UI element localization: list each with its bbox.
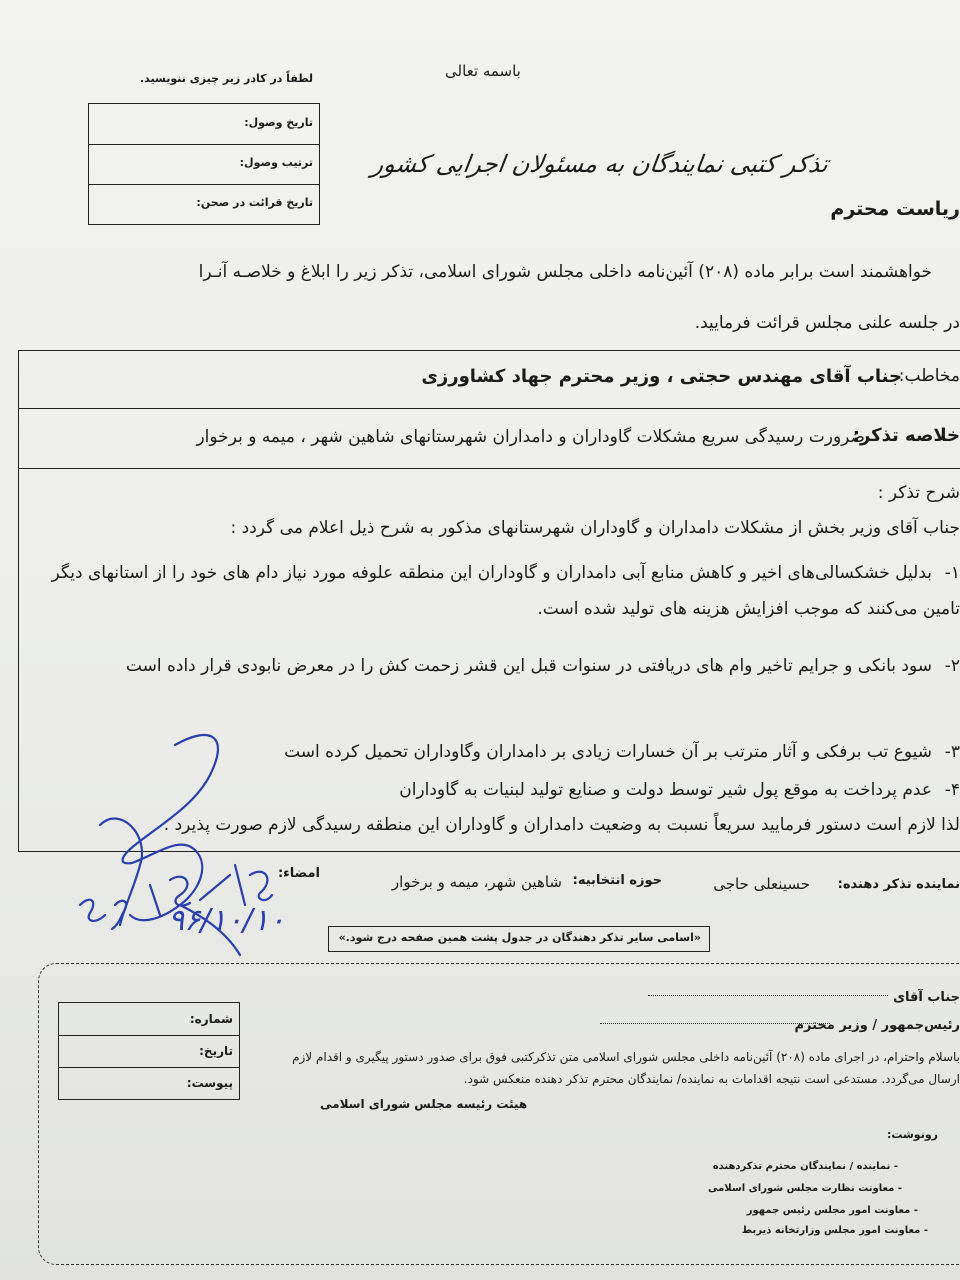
number-date-box — [58, 1002, 240, 1100]
item-text: شیوع تب برفکی و آثار مترتب بر آن خسارات زیادی بر دامداران وگاوداران تحمیل کرده است — [284, 742, 932, 762]
signature-date: ۹۶/۱۰/۱۰ — [168, 903, 285, 938]
addressee-label: مخاطب: — [898, 366, 960, 386]
receipt-box — [88, 103, 320, 225]
signature-stroke — [235, 865, 245, 905]
signature-stroke — [170, 877, 190, 906]
referral-paragraph-2: ارسال می‌گردد. مستدعی است نتیجه اقدامات به نماینده/ نمایندگان محترم تذکر دهنده منعکس شود. — [463, 1072, 960, 1086]
item-number: ۲- — [944, 656, 960, 676]
item-number: ۴- — [944, 780, 960, 800]
bismillah-heading: باسمه تعالی — [445, 62, 521, 80]
item-text: بدلیل خشکسالی‌های اخیر و کاهش منابع آبی دامداران و گاوداران این منطقه علوفه مورد نیاز دام های خود را از استانهای دیگر تامین می‌کنند که موجب افزایش هزینه های تولید شده است. — [51, 563, 960, 619]
summary-label: خلاصه تذکر: — [852, 425, 960, 446]
date-row: تاریخ: — [59, 1035, 239, 1068]
closing-request: لذا لازم است دستور فرمایید سریعاً نسبت به وضعیت دامداران و گاوداران این منطقه رسیدگی لازم صورت پذیرد . — [163, 815, 960, 835]
attachment-row: پیوست: — [186, 1076, 233, 1090]
item-text: عدم پرداخت به موقع پول شیر توسط دولت و صنایع تولید لبنیات به گاوداران — [399, 780, 932, 800]
cc-item: - نماینده / نمایندگان محترم تذکردهنده — [712, 1161, 898, 1172]
item-number: ۱- — [944, 563, 960, 583]
others-note-box — [328, 926, 710, 952]
representative-name: حسینعلی حاجی — [713, 875, 810, 893]
signature-stroke — [100, 819, 142, 925]
intro-line-2: در جلسه علنی مجلس قرائت فرمایید. — [694, 313, 960, 333]
description-intro: جناب آقای وزیر بخش از مشکلات دامداران و گاوداران شهرستانهای مذکور به شرح ذیل اعلام می گردد : — [230, 518, 960, 538]
divider — [18, 408, 960, 409]
district-value: شاهین شهر، میمه و برخوار — [391, 873, 562, 891]
number-row: شماره: — [59, 1003, 239, 1036]
referral-addressee: جناب آقای — [893, 990, 960, 1005]
cc-item: - معاونت نظارت مجلس شورای اسلامی — [708, 1183, 902, 1194]
description-label: شرح تذکر : — [877, 483, 960, 503]
cc-item: - معاونت امور مجلس رئیس جمهور — [746, 1205, 918, 1216]
signature-stroke — [80, 900, 105, 921]
list-item — [30, 555, 960, 627]
signature-stroke — [200, 875, 230, 900]
receipt-order-row: ترتیب وصول: — [89, 144, 319, 185]
item-text: سود بانکی و جرایم تاخیر وام های دریافتی در سنوات قبل این قشر زحمت کش را در معرض نابودی قرار داده است — [125, 656, 932, 676]
referral-president: رئیس‌جمهور / وزیر محترم — [794, 1018, 960, 1033]
representative-label: نماینده تذکر دهنده: — [837, 877, 960, 892]
signature-label: امضاء: — [277, 866, 320, 881]
divider — [18, 468, 960, 469]
district-label: حوزه انتخابیه: — [572, 873, 662, 888]
handwritten-signature — [60, 715, 290, 975]
list-item — [30, 648, 960, 684]
cc-item: - معاونت امور مجلس وزارتخانه ذیربط — [741, 1225, 928, 1236]
item-number: ۳- — [944, 742, 960, 762]
council-signature: هیئت رئیسه مجلس شورای اسلامی — [320, 1097, 528, 1111]
signature-stroke — [123, 735, 218, 920]
salutation: ریاست محترم — [830, 198, 960, 220]
do-not-write-note: لطفاً در کادر زیر چیزی ننویسید. — [140, 72, 314, 85]
intro-line-1: خواهشمند است برابر ماده (۲۰۸) آئین‌نامه داخلی مجلس شورای اسلامی، تذکر زیر را ابلاغ و خلاصـه آنـرا — [198, 262, 932, 282]
summary-value: ضرورت رسیدگی سریع مشکلات گاوداران و دامداران شهرستانهای شاهین شهر ، میمه و برخوار — [196, 427, 865, 447]
reading-date-row: تاریخ قرائت در صحن: — [196, 196, 313, 209]
others-note: «اسامی سایر تذکر دهندگان در جدول پشت همین صفحه درج شود.» — [338, 931, 701, 944]
cc-label: رونوشت: — [886, 1128, 938, 1141]
signature-stroke — [250, 872, 272, 900]
receipt-date-row: تاریخ وصول: — [89, 104, 319, 145]
president-blank-line — [600, 1013, 830, 1024]
referral-paragraph-1: باسلام واحترام، در اجرای ماده (۲۰۸) آئین‌نامه داخلی مجلس شورای اسلامی متن تذکرکتبی فوق برای صدور دستور پیگیری و اقدام لازم — [292, 1050, 960, 1064]
addressee-blank-line — [648, 985, 888, 996]
form-title: تذکر کتبی نمایندگان به مسئولان اجرایی کشور — [370, 150, 831, 178]
signature-stroke — [150, 885, 160, 915]
addressee-value: جناب آقای مهندس حجتی ، وزیر محترم جهاد کشاورزی — [421, 366, 902, 387]
